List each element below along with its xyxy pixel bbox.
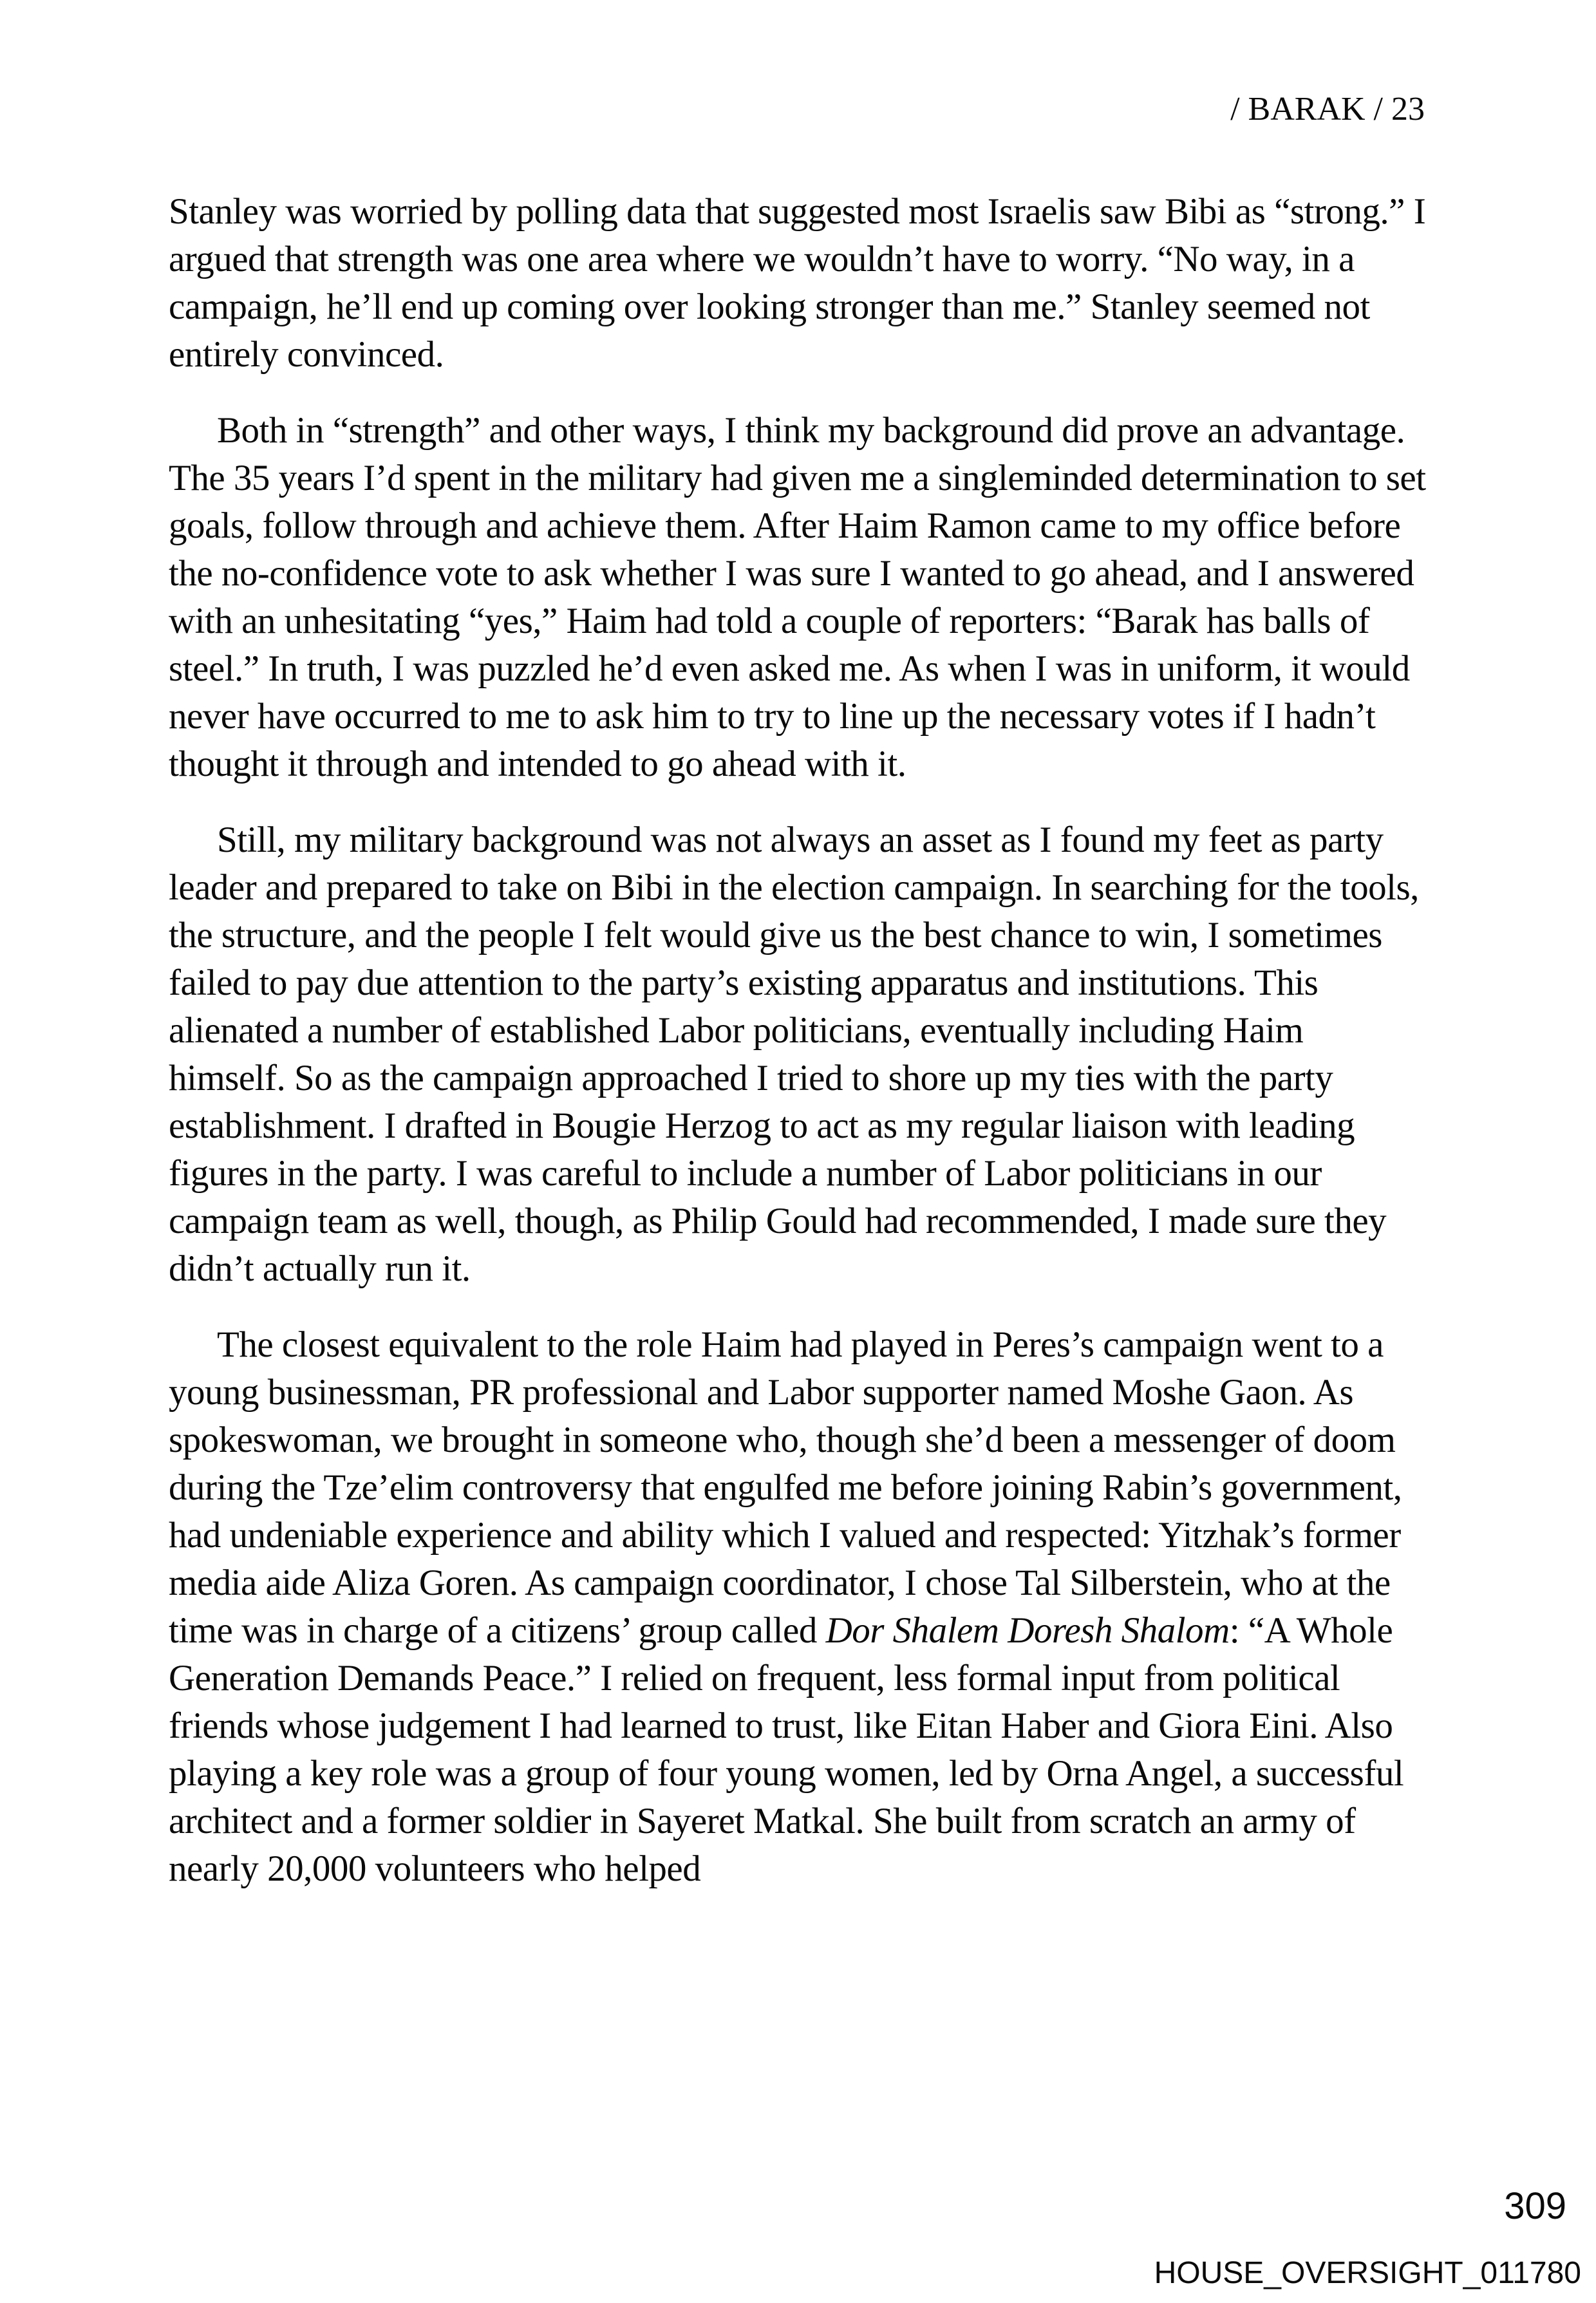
- paragraph: [169, 188, 1427, 379]
- text-run: Stanley was worried by polling data that suggested most Israelis saw Bibi as “strong.” I argued that strength was one area where we wouldn’t have to worry. “No way, in a campaign, he’ll end up coming over looking stronger than me.” Stanley seemed not entirely convinced.: [169, 191, 1426, 375]
- document-body: [169, 188, 1427, 1921]
- text-run: : “A Whole Generation Demands Peace.” I relied on frequent, less formal input from political friends whose judgement I had learned to trust, like Eitan Haber and Giora Eini. Also playing a key role was a group of four young women, led by Orna Angel, a successful architect and a former soldier in Sayeret Matkal. She built from scratch an army of nearly 20,000 volunteers who helped: [169, 1610, 1404, 1889]
- paragraph: [169, 407, 1427, 788]
- text-run: Still, my military background was not always an asset as I found my feet as party leader and prepared to take on Bibi in the election campaign. In searching for the tools, the structure, and the people I felt would give us the best chance to win, I sometimes failed to pay due attention to the party’s existing apparatus and institutions. This alienated a number of established Labor politicians, eventually including Haim himself. So as the campaign approached I tried to shore up my ties with the party establishment. I drafted in Bougie Herzog to act as my regular liaison with leading figures in the party. I was careful to include a number of Labor politicians in our campaign team as well, though, as Philip Gould had recommended, I made sure they didn’t actually run it.: [169, 820, 1419, 1289]
- paragraph: [169, 816, 1427, 1293]
- running-header: / BARAK / 23: [1230, 91, 1425, 127]
- text-run: Both in “strength” and other ways, I think my background did prove an advantage. The 35 years I’d spent in the military had given me a singleminded determination to set goals, follow through and achieve them. After Haim Ramon came to my office before the no-confidence vote to ask whether I was sure I wanted to go ahead, and I answered with an unhesitating “yes,” Haim had told a couple of reporters: “Barak has balls of steel.” In truth, I was puzzled he’d even asked me. As when I was in uniform, it would never have occurred to me to ask him to try to line up the necessary votes if I hadn’t thought it through and intended to go ahead with it.: [169, 410, 1426, 784]
- italic-text-run: Dor Shalem Doresh Shalom: [825, 1610, 1230, 1651]
- bates-number: HOUSE_OVERSIGHT_011780: [1154, 2256, 1581, 2290]
- paragraph: [169, 1321, 1427, 1893]
- page-number: 309: [1504, 2185, 1566, 2227]
- text-run: The closest equivalent to the role Haim had played in Peres’s campaign went to a young businessman, PR professional and Labor supporter named Moshe Gaon. As spokeswoman, we brought in someone who, though she’d been a messenger of doom during the Tze’elim controversy that engulfed me before joining Rabin’s government, had undeniable experience and ability which I valued and respected: Yitzhak’s former media aide Aliza Goren. As campaign coordinator, I chose Tal Silberstein, who at the time was in charge of a citizens’ group called: [169, 1324, 1402, 1651]
